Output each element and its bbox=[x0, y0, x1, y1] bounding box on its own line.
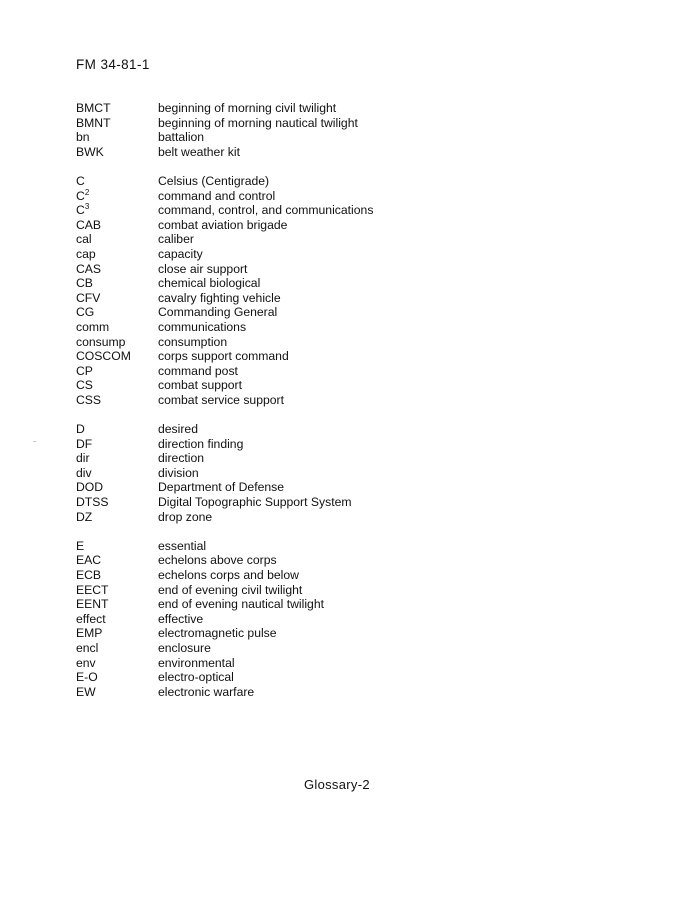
abbreviation-text: cap bbox=[76, 246, 96, 261]
entry-definition: electromagnetic pulse bbox=[158, 626, 277, 641]
entry-abbreviation bbox=[76, 553, 158, 568]
entry-definition: caliber bbox=[158, 232, 194, 247]
entry-abbreviation bbox=[76, 597, 158, 612]
abbreviation-text: comm bbox=[76, 319, 110, 334]
entry-definition: beginning of morning nautical twilight bbox=[158, 115, 358, 130]
abbreviation-text: consump bbox=[76, 334, 126, 349]
glossary-entry bbox=[76, 101, 373, 116]
glossary-entry bbox=[76, 130, 373, 145]
entry-definition: direction bbox=[158, 451, 205, 466]
glossary-entry bbox=[76, 145, 373, 160]
entry-abbreviation bbox=[76, 101, 158, 116]
abbreviation-text: EECT bbox=[76, 582, 109, 597]
glossary-entry bbox=[76, 685, 373, 700]
entry-definition: environmental bbox=[158, 655, 235, 670]
abbreviation-text: C bbox=[76, 188, 85, 203]
abbreviation-text: encl bbox=[76, 640, 99, 655]
entry-abbreviation bbox=[76, 612, 158, 627]
entry-abbreviation bbox=[76, 437, 158, 452]
glossary-list bbox=[76, 101, 373, 714]
entry-abbreviation bbox=[76, 568, 158, 583]
page-number: Glossary-2 bbox=[304, 777, 370, 792]
entry-abbreviation bbox=[76, 116, 158, 131]
abbreviation-text: CFV bbox=[76, 290, 101, 305]
abbreviation-text: DTSS bbox=[76, 495, 109, 510]
abbreviation-text: ECB bbox=[76, 568, 102, 582]
entry-definition: close air support bbox=[158, 261, 248, 276]
entry-definition: capacity bbox=[158, 246, 203, 261]
entry-definition: drop zone bbox=[158, 509, 213, 524]
entry-definition: command, control, and communications bbox=[158, 203, 374, 218]
entry-abbreviation bbox=[76, 232, 158, 247]
glossary-entry bbox=[76, 276, 373, 291]
abbreviation-text: C bbox=[76, 203, 85, 218]
abbreviation-text: effect bbox=[76, 611, 106, 626]
abbreviation-text: EW bbox=[76, 684, 96, 699]
glossary-entry bbox=[76, 597, 373, 612]
glossary-entry bbox=[76, 335, 373, 350]
entry-definition: corps support command bbox=[158, 349, 289, 364]
entry-definition: echelons corps and below bbox=[158, 568, 299, 582]
glossary-entry bbox=[76, 232, 373, 247]
entry-definition: Commanding General bbox=[158, 305, 278, 320]
entry-definition: command post bbox=[158, 363, 238, 378]
glossary-entry bbox=[76, 218, 373, 233]
entry-abbreviation bbox=[76, 218, 158, 233]
glossary-entry bbox=[76, 378, 373, 393]
abbreviation-text: CG bbox=[76, 305, 95, 320]
abbreviation-text: CSS bbox=[76, 392, 102, 407]
glossary-entry bbox=[76, 189, 373, 204]
glossary-entry bbox=[76, 641, 373, 656]
entry-definition: Department of Defense bbox=[158, 480, 285, 495]
glossary-entry bbox=[76, 349, 373, 364]
glossary-entry bbox=[76, 320, 373, 335]
entry-definition: combat service support bbox=[158, 392, 284, 407]
glossary-entry bbox=[76, 247, 373, 262]
abbreviation-text: E-O bbox=[76, 670, 98, 685]
entry-definition: end of evening civil twilight bbox=[158, 582, 303, 597]
entry-definition: combat aviation brigade bbox=[158, 217, 288, 232]
entry-definition: chemical biological bbox=[158, 276, 261, 291]
entry-definition: direction finding bbox=[158, 436, 244, 451]
glossary-entry bbox=[76, 291, 373, 306]
abbreviation-text: EMP bbox=[76, 626, 103, 641]
entry-abbreviation bbox=[76, 539, 158, 554]
abbreviation-text: BMCT bbox=[76, 101, 111, 115]
glossary-entry bbox=[76, 262, 373, 277]
glossary-entry bbox=[76, 174, 373, 189]
glossary-entry bbox=[76, 466, 373, 481]
glossary-entry bbox=[76, 480, 373, 495]
entry-abbreviation bbox=[76, 393, 158, 408]
entry-abbreviation bbox=[76, 510, 158, 525]
entry-definition: communications bbox=[158, 319, 247, 334]
glossary-group-e bbox=[76, 539, 373, 700]
entry-definition: consumption bbox=[158, 334, 228, 349]
abbreviation-text: DF bbox=[76, 436, 93, 451]
entry-abbreviation bbox=[76, 349, 158, 364]
abbreviation-text: COSCOM bbox=[76, 349, 131, 364]
glossary-entry bbox=[76, 626, 373, 641]
glossary-entry bbox=[76, 612, 373, 627]
entry-abbreviation bbox=[76, 335, 158, 350]
entry-abbreviation bbox=[76, 656, 158, 671]
glossary-entry bbox=[76, 203, 373, 218]
abbreviation-text: BMNT bbox=[76, 115, 111, 130]
entry-definition: cavalry fighting vehicle bbox=[158, 290, 281, 305]
abbreviation-text: CS bbox=[76, 378, 93, 393]
entry-abbreviation bbox=[76, 174, 158, 189]
glossary-entry bbox=[76, 670, 373, 685]
scan-speck bbox=[33, 441, 36, 442]
entry-abbreviation bbox=[76, 422, 158, 437]
entry-abbreviation bbox=[76, 466, 158, 481]
entry-abbreviation bbox=[76, 130, 158, 145]
glossary-entry bbox=[76, 451, 373, 466]
abbreviation-text: CAS bbox=[76, 261, 102, 276]
abbreviation-text: dir bbox=[76, 451, 90, 466]
glossary-entry bbox=[76, 553, 373, 568]
entry-abbreviation bbox=[76, 305, 158, 320]
document-id: FM 34-81-1 bbox=[76, 57, 150, 72]
entry-abbreviation bbox=[76, 320, 158, 335]
entry-definition: beginning of morning civil twilight bbox=[158, 101, 337, 115]
glossary-entry bbox=[76, 393, 373, 408]
abbreviation-text: DOD bbox=[76, 480, 104, 495]
abbreviation-text: D bbox=[76, 422, 85, 437]
entry-definition: essential bbox=[158, 538, 207, 553]
entry-definition: Celsius (Centigrade) bbox=[158, 173, 270, 188]
entry-abbreviation bbox=[76, 583, 158, 598]
entry-definition: combat support bbox=[158, 378, 243, 393]
glossary-entry bbox=[76, 656, 373, 671]
glossary-entry bbox=[76, 510, 373, 525]
abbreviation-text: C bbox=[76, 173, 85, 188]
glossary-entry bbox=[76, 539, 373, 554]
glossary-entry bbox=[76, 422, 373, 437]
entry-abbreviation bbox=[76, 291, 158, 306]
abbreviation-text: div bbox=[76, 465, 92, 480]
glossary-entry bbox=[76, 495, 373, 510]
entry-definition: electro-optical bbox=[158, 670, 234, 685]
entry-abbreviation bbox=[76, 276, 158, 291]
abbreviation-superscript: 2 bbox=[84, 187, 90, 197]
entry-abbreviation bbox=[76, 378, 158, 393]
entry-abbreviation bbox=[76, 145, 158, 160]
entry-abbreviation bbox=[76, 626, 158, 641]
abbreviation-text: CAB bbox=[76, 217, 102, 232]
glossary-entry bbox=[76, 583, 373, 598]
entry-definition: desired bbox=[158, 422, 198, 437]
entry-definition: echelons above corps bbox=[158, 553, 277, 568]
entry-definition: end of evening nautical twilight bbox=[158, 597, 324, 612]
glossary-entry bbox=[76, 305, 373, 320]
abbreviation-text: cal bbox=[76, 232, 92, 247]
glossary-entry bbox=[76, 437, 373, 452]
entry-abbreviation bbox=[76, 480, 158, 495]
glossary-entry bbox=[76, 568, 373, 583]
entry-definition: battalion bbox=[158, 130, 205, 145]
glossary-group-d bbox=[76, 422, 373, 524]
entry-abbreviation bbox=[76, 641, 158, 656]
abbreviation-superscript: 3 bbox=[84, 202, 90, 212]
entry-definition: division bbox=[158, 465, 199, 480]
entry-definition: electronic warfare bbox=[158, 684, 255, 699]
abbreviation-text: BWK bbox=[76, 144, 104, 159]
entry-abbreviation bbox=[76, 262, 158, 277]
abbreviation-text: EENT bbox=[76, 597, 109, 612]
entry-abbreviation bbox=[76, 685, 158, 700]
glossary-group-b bbox=[76, 101, 373, 159]
abbreviation-text: CB bbox=[76, 276, 93, 291]
abbreviation-text: bn bbox=[76, 130, 90, 145]
entry-abbreviation bbox=[76, 670, 158, 685]
entry-definition: Digital Topographic Support System bbox=[158, 495, 352, 510]
glossary-entry bbox=[76, 116, 373, 131]
entry-abbreviation bbox=[76, 189, 158, 204]
entry-definition: enclosure bbox=[158, 640, 211, 655]
entry-definition: belt weather kit bbox=[158, 144, 240, 159]
entry-abbreviation bbox=[76, 247, 158, 262]
entry-abbreviation bbox=[76, 364, 158, 379]
entry-definition: effective bbox=[158, 611, 204, 626]
abbreviation-text: EAC bbox=[76, 553, 102, 568]
abbreviation-text: DZ bbox=[76, 509, 93, 524]
abbreviation-text: E bbox=[76, 538, 85, 553]
entry-abbreviation bbox=[76, 495, 158, 510]
glossary-entry bbox=[76, 364, 373, 379]
entry-abbreviation bbox=[76, 451, 158, 466]
abbreviation-text: env bbox=[76, 655, 96, 670]
entry-abbreviation bbox=[76, 203, 158, 218]
abbreviation-text: CP bbox=[76, 363, 93, 378]
glossary-group-c bbox=[76, 174, 373, 408]
entry-definition: command and control bbox=[158, 188, 276, 203]
